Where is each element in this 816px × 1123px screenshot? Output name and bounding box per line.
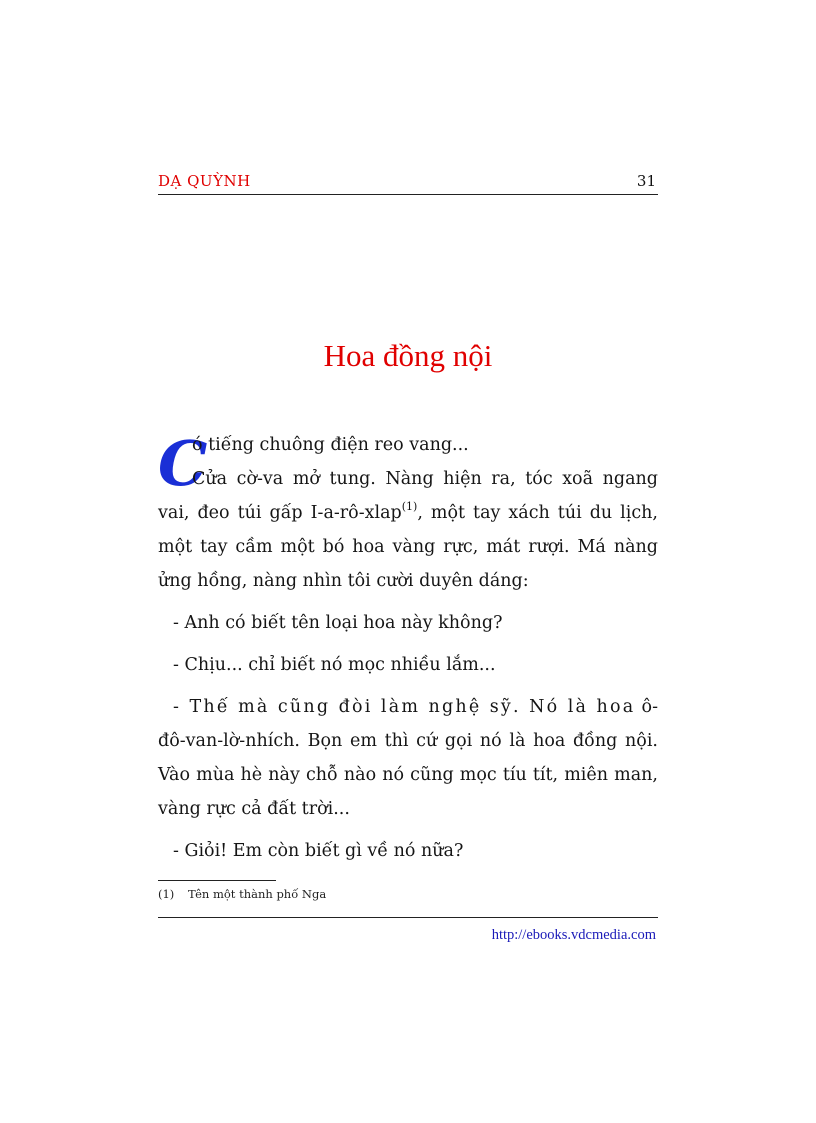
paragraph-3: - Anh có biết tên loại hoa này không? bbox=[173, 613, 503, 633]
footnote-marker: (1) bbox=[401, 500, 418, 513]
story-body bbox=[158, 428, 658, 868]
footer-url-link[interactable]: http://ebooks.vdcmedia.com bbox=[491, 927, 656, 943]
running-header bbox=[158, 172, 658, 195]
paragraph-5-first-line: - Thế mà cũng đòi làm nghệ sỹ. Nó là hoa bbox=[173, 697, 636, 717]
paragraph-6: - Giỏi! Em còn biết gì về nó nữa? bbox=[173, 841, 464, 861]
drop-cap: C bbox=[158, 427, 208, 500]
footnote-text: Tên một thành phố Nga bbox=[188, 887, 327, 901]
paragraph-5-rest: ô-đô-van-lờ-nhích. Bọn em thì cứ gọi nó là hoa đồng nội. Vào mùa hè này chỗ nào nó cũng mọc tíu tít, miên man, vàng rực cả đất trời... bbox=[158, 697, 658, 819]
paragraph-2-rest: , một tay xách túi du lịch, một tay cầm một bó hoa vàng rực, mát rượi. Má nàng ửng hồng, nàng nhìn tôi cười duyên dáng: bbox=[158, 503, 658, 591]
page-number: 31 bbox=[636, 172, 656, 190]
chapter-title: Hoa đồng nội bbox=[323, 338, 493, 373]
footnote-number: (1) bbox=[158, 887, 175, 901]
paragraph-4: - Chịu... chỉ biết nó mọc nhiều lắm... bbox=[173, 655, 496, 675]
paragraph-2-start: Cửa cờ-va mở tung. Nàng hiện ra, tóc xoã ngang vai, đeo túi gấp I-a-rô-xlap bbox=[158, 469, 658, 523]
footnote-divider bbox=[158, 880, 276, 881]
paragraph-1 bbox=[158, 428, 658, 598]
paragraph-5 bbox=[158, 690, 658, 826]
footnote bbox=[158, 887, 658, 901]
paragraph-1-text: ó tiếng chuông điện reo vang... bbox=[192, 435, 469, 455]
author-name: DẠ QUỲNH bbox=[158, 172, 251, 190]
footer-divider bbox=[158, 917, 658, 918]
